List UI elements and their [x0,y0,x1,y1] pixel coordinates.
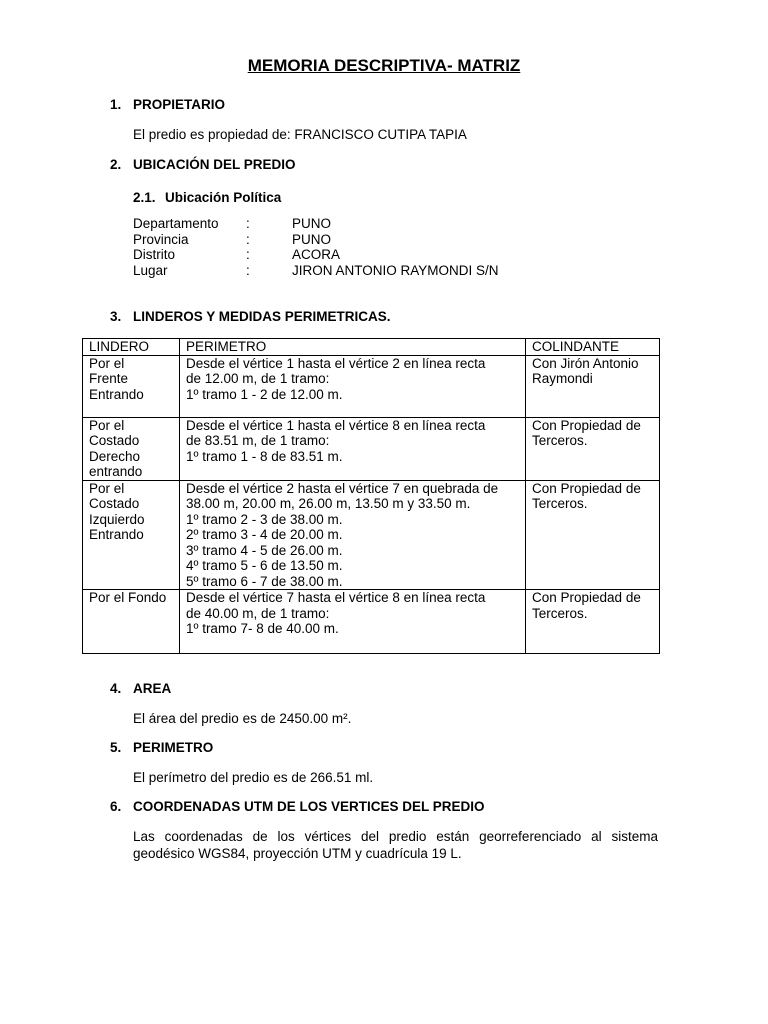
header-colindante: COLINDANTE [526,339,660,356]
perimetro-cell [180,355,526,417]
section-3-title: LINDEROS Y MEDIDAS PERIMETRICAS. [133,309,391,324]
section-5-number: 5. [110,740,122,755]
cell-line: Con Jirón Antonio [532,355,639,371]
cell-line: de 40.00 m, de 1 tramo: [186,605,330,621]
colindante-cell [526,417,660,480]
coordinates-text: Las coordenadas de los vértices del predio están georreferenciado al sistema geodésico WGS84, proyección UTM y cuadrícula 19 L. [133,829,658,861]
lindero-cell [83,590,180,654]
cell-line: 38.00 m, 20.00 m, 26.00 m, 13.50 m y 33.50 m. [186,496,471,511]
table-row [83,417,660,480]
perimetro-cell [180,590,526,654]
cell-line: Por el [89,480,125,496]
location-separator: : [246,231,250,247]
section-2-heading [110,157,296,172]
cell-line: Derecho [89,448,141,464]
cell-line: 1º tramo 7- 8 de 40.00 m. [186,621,339,636]
colindante-cell [526,355,660,417]
cell-line: 2º tramo 3 - 4 de 20.00 m. [186,527,343,542]
area-text: El área del predio es de 2450.00 m². [133,711,352,726]
document-title: MEMORIA DESCRIPTIVA- MATRIZ [247,56,521,75]
cell-line: de 83.51 m, de 1 tramo: [186,433,330,448]
location-label: Departamento [133,216,219,231]
cell-line: Desde el vértice 2 hasta el vértice 7 en quebrada de [186,480,499,496]
cell-line: Costado [89,496,140,511]
section-6-title: COORDENADAS UTM DE LOS VERTICES DEL PREDIO [133,799,485,814]
cell-line: 1º tramo 1 - 8 de 83.51 m. [186,448,343,464]
subsection-2-1-heading [133,190,281,205]
cell-line: Terceros. [532,496,588,511]
location-label: Lugar [133,262,168,278]
section-6-heading [110,799,485,814]
cell-line: Desde el vértice 7 hasta el vértice 8 en línea recta [186,590,486,605]
location-value: ACORA [292,247,341,262]
subsection-2-1-number: 2.1. [133,190,156,205]
location-label: Distrito [133,247,176,262]
cell-line: Por el [89,355,125,371]
section-1-number: 1. [110,97,122,112]
section-5-title: PERIMETRO [133,740,214,755]
location-value: JIRON ANTONIO RAYMONDI S/N [292,262,499,278]
cell-line: Entrando [89,386,144,402]
cell-line: 3º tramo 4 - 5 de 26.00 m. [186,542,343,558]
section-3-heading [110,309,391,324]
section-4-number: 4. [110,681,122,696]
section-3-number: 3. [110,309,122,324]
cell-line: Frente [89,371,129,386]
section-2-title: UBICACIÓN DEL PREDIO [133,157,296,172]
boundaries-table [82,338,660,654]
location-separator: : [246,262,250,278]
perimeter-text: El perímetro del predio es de 266.51 ml. [133,770,374,785]
location-separator: : [246,247,250,262]
header-lindero: LINDERO [83,339,180,356]
section-1-heading [110,97,225,112]
section-2-number: 2. [110,157,122,172]
section-4-heading [110,681,171,696]
cell-line: Costado [89,433,140,448]
cell-line: Entrando [89,527,144,542]
lindero-cell [83,480,180,590]
cell-line: Terceros. [532,605,588,621]
cell-line: entrando [89,464,143,479]
cell-line: Terceros. [532,433,588,448]
table-header-row [83,339,660,356]
perimetro-cell [180,417,526,480]
location-label: Provincia [133,231,189,247]
cell-line: Desde el vértice 1 hasta el vértice 2 en línea recta [186,355,486,371]
cell-line: Izquierdo [89,511,145,527]
cell-line: Con Propiedad de [532,417,641,433]
cell-line: 1º tramo 2 - 3 de 38.00 m. [186,511,343,527]
header-perimetro: PERIMETRO [180,339,526,356]
section-5-heading [110,740,213,755]
lindero-cell [83,355,180,417]
table-row [83,355,660,417]
cell-line: 1º tramo 1 - 2 de 12.00 m. [186,386,343,402]
colindante-cell [526,590,660,654]
cell-line: de 12.00 m, de 1 tramo: [186,371,330,386]
subsection-2-1-title: Ubicación Política [165,190,282,205]
cell-line: 4º tramo 5 - 6 de 13.50 m. [186,558,343,573]
cell-line: 5º tramo 6 - 7 de 38.00 m. [186,573,343,589]
location-value: PUNO [292,216,332,231]
section-1-title: PROPIETARIO [133,97,226,112]
cell-line: Raymondi [532,371,593,386]
table-row [83,590,660,654]
location-value: PUNO [292,231,332,247]
section-6-number: 6. [110,799,122,814]
cell-line: Por el Fondo [89,590,167,605]
perimetro-cell [180,480,526,590]
cell-line: Con Propiedad de [532,590,641,605]
cell-line: Por el [89,417,125,433]
section-4-title: AREA [133,681,172,696]
cell-line: Con Propiedad de [532,480,641,496]
location-separator: : [246,216,250,231]
cell-line: Desde el vértice 1 hasta el vértice 8 en línea recta [186,417,486,433]
table-row [83,480,660,590]
owner-text: El predio es propiedad de: FRANCISCO CUTIPA TAPIA [133,127,467,142]
lindero-cell [83,417,180,480]
colindante-cell [526,480,660,590]
